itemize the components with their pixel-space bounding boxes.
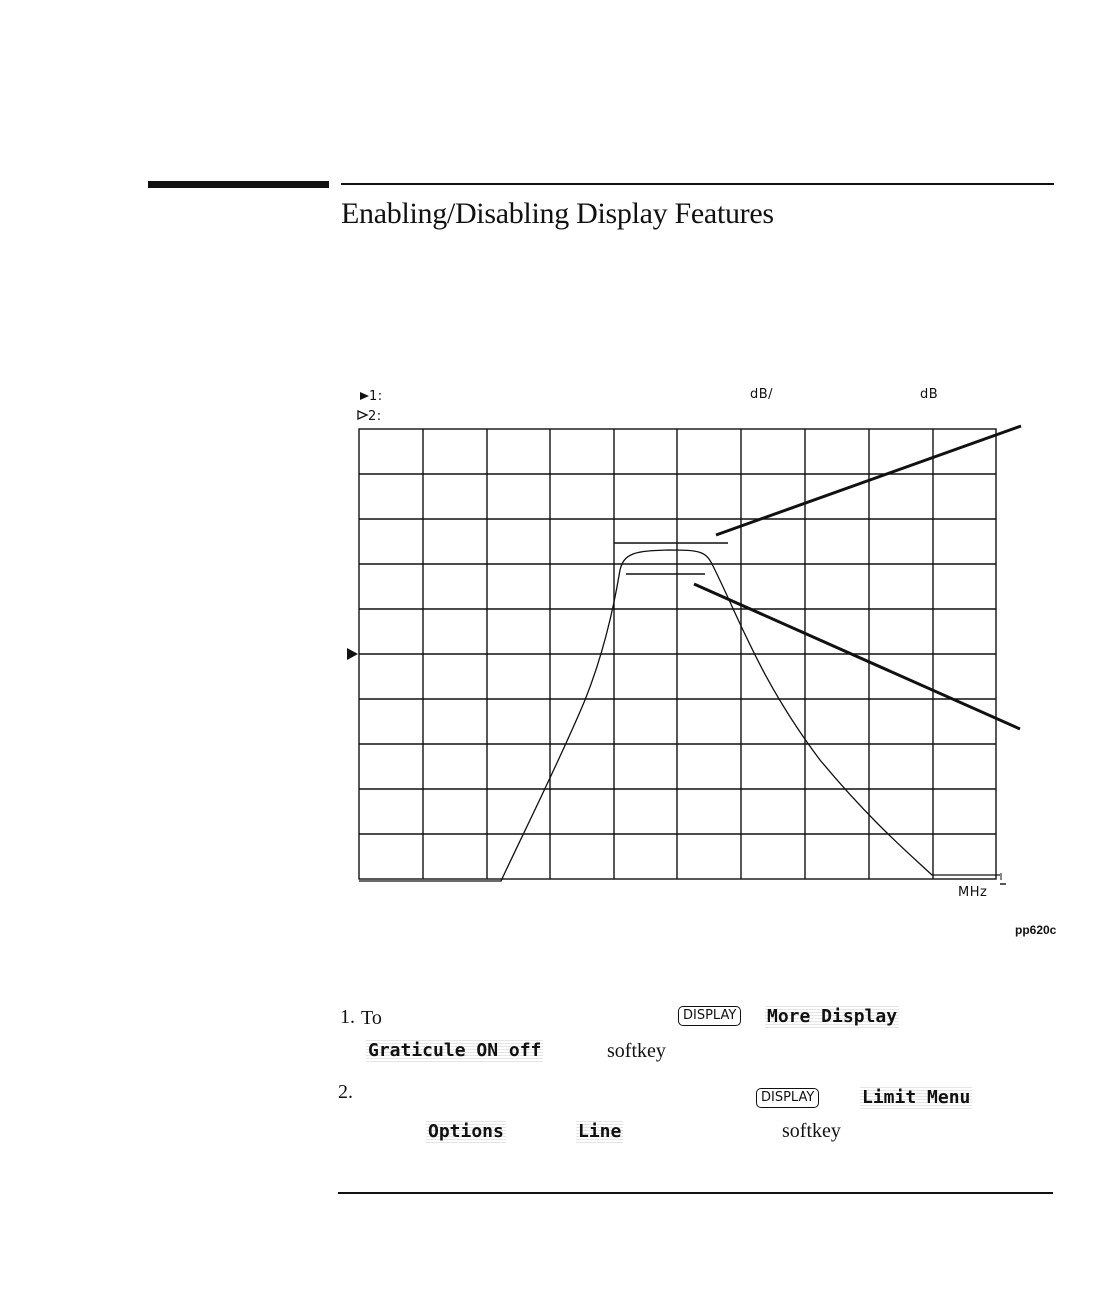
options-softkey[interactable]: Options — [428, 1121, 504, 1142]
measurement-trace — [359, 550, 1000, 881]
step2-number: 2. — [338, 1081, 353, 1103]
channel1-marker-icon — [360, 392, 369, 400]
step2-softkey-word: softkey — [782, 1120, 841, 1142]
frequency-unit-label: MHz — [958, 885, 988, 900]
graticule — [359, 429, 996, 879]
section-heading: Enabling/Disabling Display Features — [341, 197, 774, 230]
limit-menu-softkey[interactable]: Limit Menu — [862, 1087, 971, 1108]
step1-text: To — [361, 1007, 382, 1029]
graticule-softkey[interactable]: Graticule ON off — [368, 1040, 542, 1061]
reference-unit-label: dB — [920, 387, 939, 402]
more-display-softkey[interactable]: More Display — [767, 1006, 898, 1027]
channel2-label: 2: — [368, 409, 382, 424]
footer-rule — [338, 1192, 1053, 1194]
reference-arrow-icon — [347, 648, 358, 660]
channel2-marker-icon — [358, 411, 367, 419]
step1-softkey-word: softkey — [607, 1040, 666, 1062]
display-hardkey-2[interactable]: DISPLAY — [756, 1088, 819, 1108]
channel1-label: 1: — [369, 389, 383, 404]
line-softkey[interactable]: Line — [578, 1121, 622, 1142]
scale-unit-label: dB/ — [750, 387, 774, 402]
display-hardkey[interactable]: DISPLAY — [678, 1006, 741, 1026]
callout-line-lower — [694, 584, 1020, 729]
step1-number: 1. — [340, 1006, 355, 1028]
figure-id: pp620c — [1015, 923, 1057, 937]
